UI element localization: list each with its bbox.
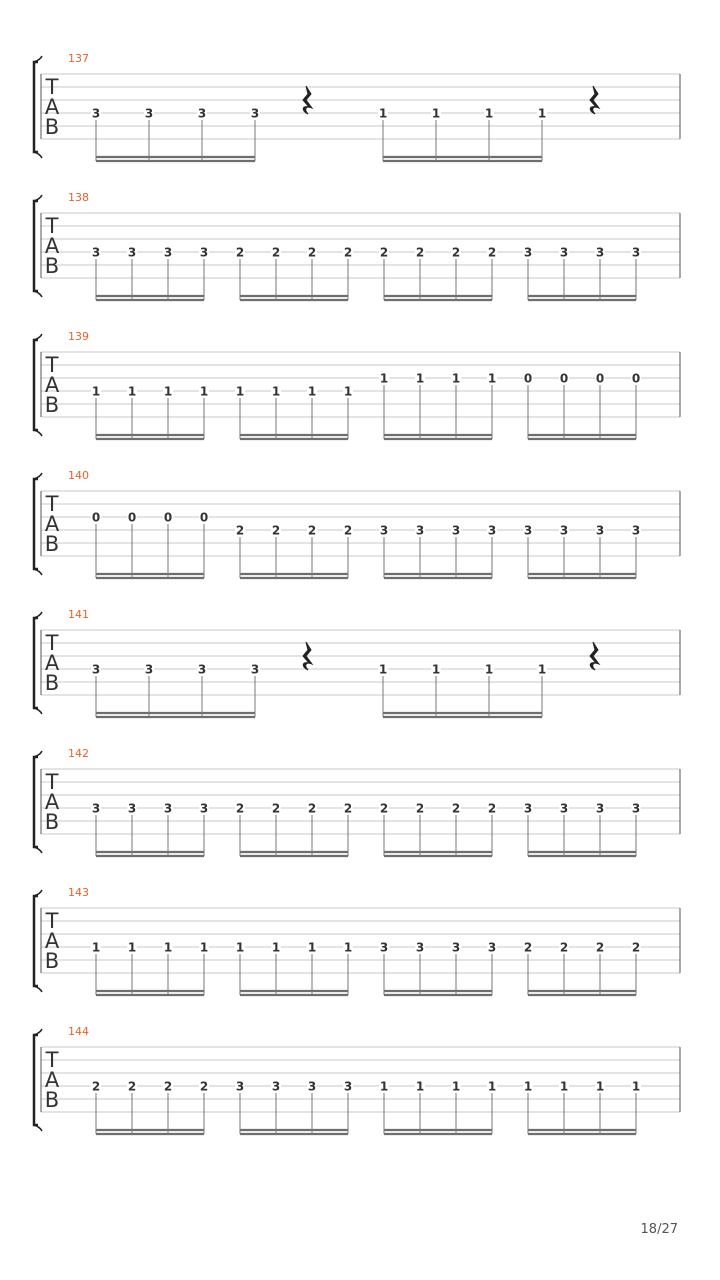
fret-number: 3 bbox=[197, 662, 207, 677]
fret-number: 3 bbox=[595, 523, 605, 538]
fret-number: 1 bbox=[127, 384, 137, 399]
fret-number: 1 bbox=[343, 940, 353, 955]
fret-number: 1 bbox=[415, 371, 425, 386]
fret-number: 2 bbox=[487, 801, 497, 816]
fret-number: 1 bbox=[199, 384, 209, 399]
measure-number: 144 bbox=[68, 1025, 89, 1038]
system-bracket bbox=[34, 340, 38, 430]
tab-clef-letter: A bbox=[44, 95, 60, 119]
fret-number: 2 bbox=[631, 940, 641, 955]
fret-number: 2 bbox=[343, 523, 353, 538]
tab-clef-letter: T bbox=[45, 631, 59, 655]
fret-number: 3 bbox=[163, 801, 173, 816]
fret-number: 1 bbox=[235, 384, 245, 399]
system-bracket bbox=[34, 1035, 38, 1125]
fret-number: 2 bbox=[271, 523, 281, 538]
fret-number: 1 bbox=[127, 940, 137, 955]
tab-clef-letter: B bbox=[44, 671, 60, 695]
fret-number: 2 bbox=[271, 801, 281, 816]
system-bracket bbox=[34, 618, 38, 708]
fret-number: 1 bbox=[487, 1079, 497, 1094]
fret-number: 3 bbox=[487, 940, 497, 955]
fret-number: 0 bbox=[127, 510, 137, 525]
measure-number: 142 bbox=[68, 747, 89, 760]
fret-number: 1 bbox=[431, 662, 441, 677]
fret-number: 1 bbox=[163, 940, 173, 955]
fret-number: 2 bbox=[415, 245, 425, 260]
fret-number: 1 bbox=[484, 662, 494, 677]
fret-number: 3 bbox=[163, 245, 173, 260]
staff-system bbox=[34, 191, 680, 300]
tab-clef-letter: B bbox=[44, 532, 60, 556]
fret-number: 1 bbox=[559, 1079, 569, 1094]
staff-system bbox=[34, 886, 680, 995]
fret-number: 1 bbox=[379, 1079, 389, 1094]
fret-number: 3 bbox=[487, 523, 497, 538]
tab-clef-letter: T bbox=[45, 353, 59, 377]
fret-number: 3 bbox=[379, 940, 389, 955]
staff-system bbox=[34, 747, 680, 856]
tab-clef-letter: T bbox=[45, 214, 59, 238]
fret-number: 2 bbox=[523, 940, 533, 955]
fret-number: 2 bbox=[487, 245, 497, 260]
system-bracket bbox=[34, 479, 38, 569]
fret-number: 3 bbox=[595, 245, 605, 260]
fret-number: 1 bbox=[235, 940, 245, 955]
staff-system bbox=[34, 608, 680, 717]
fret-number: 1 bbox=[415, 1079, 425, 1094]
system-bracket bbox=[34, 896, 38, 986]
tab-clef-letter: B bbox=[44, 949, 60, 973]
fret-number: 3 bbox=[235, 1079, 245, 1094]
fret-number: 2 bbox=[91, 1079, 101, 1094]
fret-number: 3 bbox=[91, 106, 101, 121]
fret-number: 1 bbox=[163, 384, 173, 399]
tab-clef-letter: T bbox=[45, 1048, 59, 1072]
tab-clef-letter: A bbox=[44, 929, 60, 953]
fret-number: 2 bbox=[415, 801, 425, 816]
fret-number: 2 bbox=[235, 801, 245, 816]
tab-clef-letter: B bbox=[44, 115, 60, 139]
fret-number: 3 bbox=[523, 523, 533, 538]
fret-number: 3 bbox=[523, 801, 533, 816]
fret-number: 3 bbox=[631, 801, 641, 816]
fret-number: 1 bbox=[631, 1079, 641, 1094]
fret-number: 3 bbox=[91, 245, 101, 260]
tab-clef-letter: B bbox=[44, 1088, 60, 1112]
fret-number: 1 bbox=[378, 106, 388, 121]
fret-number: 2 bbox=[271, 245, 281, 260]
fret-number: 1 bbox=[487, 371, 497, 386]
fret-number: 1 bbox=[271, 940, 281, 955]
fret-number: 2 bbox=[235, 245, 245, 260]
fret-number: 3 bbox=[415, 940, 425, 955]
fret-number: 3 bbox=[523, 245, 533, 260]
fret-number: 2 bbox=[451, 801, 461, 816]
tab-clef-letter: T bbox=[45, 909, 59, 933]
tab-clef-letter: B bbox=[44, 810, 60, 834]
fret-number: 2 bbox=[307, 523, 317, 538]
system-bracket bbox=[34, 62, 38, 152]
measure-number: 140 bbox=[68, 469, 89, 482]
system-bracket bbox=[34, 201, 38, 291]
fret-number: 1 bbox=[484, 106, 494, 121]
fret-number: 1 bbox=[199, 940, 209, 955]
fret-number: 2 bbox=[127, 1079, 137, 1094]
fret-number: 3 bbox=[199, 245, 209, 260]
fret-number: 3 bbox=[250, 106, 260, 121]
tab-clef-letter: A bbox=[44, 373, 60, 397]
fret-number: 3 bbox=[307, 1079, 317, 1094]
fret-number: 1 bbox=[537, 106, 547, 121]
fret-number: 1 bbox=[451, 371, 461, 386]
fret-number: 0 bbox=[523, 371, 533, 386]
fret-number: 2 bbox=[199, 1079, 209, 1094]
measure-number: 141 bbox=[68, 608, 89, 621]
staff-system bbox=[34, 52, 680, 161]
fret-number: 3 bbox=[451, 940, 461, 955]
fret-number: 3 bbox=[559, 523, 569, 538]
fret-number: 0 bbox=[91, 510, 101, 525]
fret-number: 3 bbox=[91, 662, 101, 677]
fret-number: 0 bbox=[595, 371, 605, 386]
page-number: 18/27 bbox=[640, 1222, 678, 1237]
tab-clef-letter: A bbox=[44, 651, 60, 675]
staff-system bbox=[34, 1025, 680, 1134]
system-bracket bbox=[34, 757, 38, 847]
measure-number: 143 bbox=[68, 886, 89, 899]
fret-number: 3 bbox=[199, 801, 209, 816]
fret-number: 1 bbox=[91, 384, 101, 399]
fret-number: 0 bbox=[559, 371, 569, 386]
fret-number: 3 bbox=[559, 245, 569, 260]
fret-number: 3 bbox=[631, 523, 641, 538]
fret-number: 3 bbox=[250, 662, 260, 677]
fret-number: 3 bbox=[91, 801, 101, 816]
fret-number: 3 bbox=[144, 106, 154, 121]
fret-number: 2 bbox=[595, 940, 605, 955]
fret-number: 1 bbox=[595, 1079, 605, 1094]
fret-number: 3 bbox=[271, 1079, 281, 1094]
fret-number: 1 bbox=[271, 384, 281, 399]
fret-number: 2 bbox=[343, 801, 353, 816]
tab-clef-letter: A bbox=[44, 234, 60, 258]
fret-number: 0 bbox=[199, 510, 209, 525]
tab-clef-letter: T bbox=[45, 492, 59, 516]
fret-number: 3 bbox=[415, 523, 425, 538]
tab-clef-letter: B bbox=[44, 393, 60, 417]
fret-number: 1 bbox=[451, 1079, 461, 1094]
fret-number: 1 bbox=[523, 1079, 533, 1094]
fret-number: 2 bbox=[307, 245, 317, 260]
staff-system bbox=[34, 330, 680, 439]
fret-number: 3 bbox=[343, 1079, 353, 1094]
fret-number: 3 bbox=[451, 523, 461, 538]
tab-clef-letter: A bbox=[44, 1068, 60, 1092]
tab-clef-letter: T bbox=[45, 75, 59, 99]
fret-number: 3 bbox=[559, 801, 569, 816]
fret-number: 1 bbox=[307, 384, 317, 399]
fret-number: 1 bbox=[537, 662, 547, 677]
fret-number: 3 bbox=[127, 801, 137, 816]
measure-number: 138 bbox=[68, 191, 89, 204]
fret-number: 2 bbox=[379, 245, 389, 260]
fret-number: 2 bbox=[379, 801, 389, 816]
tab-clef-letter: B bbox=[44, 254, 60, 278]
fret-number: 2 bbox=[343, 245, 353, 260]
fret-number: 3 bbox=[595, 801, 605, 816]
fret-number: 2 bbox=[559, 940, 569, 955]
fret-number: 2 bbox=[163, 1079, 173, 1094]
fret-number: 0 bbox=[631, 371, 641, 386]
tab-clef-letter: A bbox=[44, 512, 60, 536]
fret-number: 1 bbox=[378, 662, 388, 677]
tab-clef-letter: T bbox=[45, 770, 59, 794]
fret-number: 3 bbox=[631, 245, 641, 260]
fret-number: 0 bbox=[163, 510, 173, 525]
measure-number: 137 bbox=[68, 52, 89, 65]
fret-number: 1 bbox=[343, 384, 353, 399]
fret-number: 1 bbox=[379, 371, 389, 386]
fret-number: 1 bbox=[431, 106, 441, 121]
fret-number: 2 bbox=[451, 245, 461, 260]
tab-clef-letter: A bbox=[44, 790, 60, 814]
fret-number: 2 bbox=[307, 801, 317, 816]
fret-number: 3 bbox=[127, 245, 137, 260]
fret-number: 1 bbox=[91, 940, 101, 955]
fret-number: 3 bbox=[144, 662, 154, 677]
fret-number: 3 bbox=[379, 523, 389, 538]
fret-number: 3 bbox=[197, 106, 207, 121]
fret-number: 1 bbox=[307, 940, 317, 955]
fret-number: 2 bbox=[235, 523, 245, 538]
measure-number: 139 bbox=[68, 330, 89, 343]
staff-system bbox=[34, 469, 680, 578]
